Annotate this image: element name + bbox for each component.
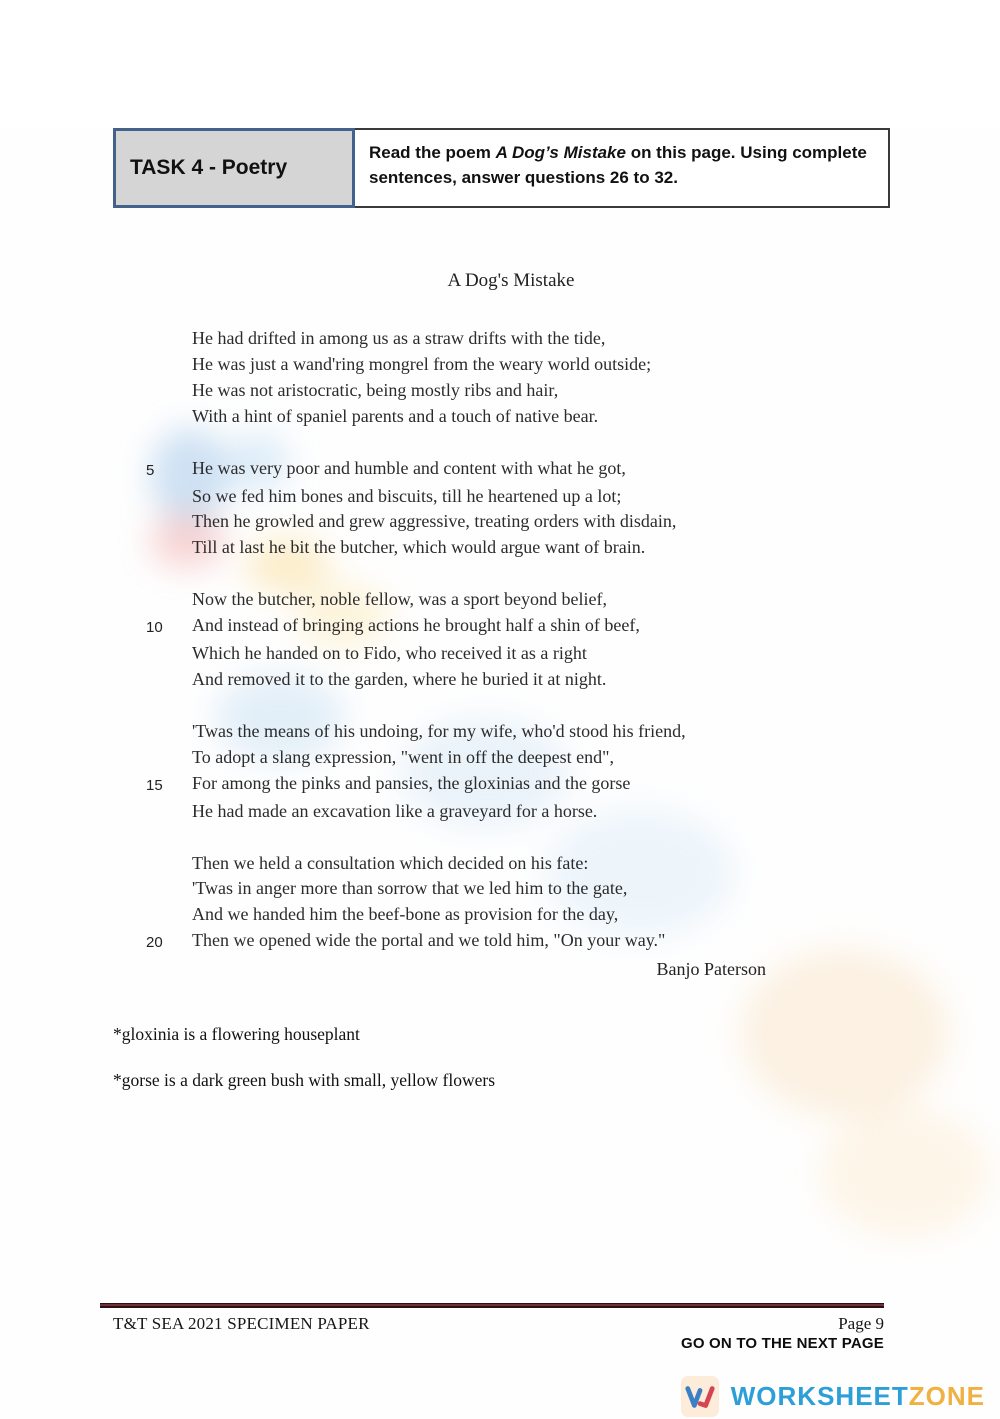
line-number <box>146 719 192 745</box>
line-text: He had drifted in among us as a straw drifts with the tide, <box>192 328 606 348</box>
line-number: 15 <box>146 776 163 794</box>
line-text: 'Twas in anger more than sorrow that we led him to the gate, <box>192 878 628 899</box>
line-number <box>146 352 192 378</box>
poem-line <box>146 456 876 484</box>
line-number <box>146 509 192 535</box>
footnote-gorse: *gorse is a dark green bush with small, yellow flowers <box>113 1070 496 1091</box>
line-number <box>146 745 192 771</box>
line-number <box>146 326 192 352</box>
instruction-suffix: on this page. Using complete sentences, answer questions 26 to 32. <box>369 143 867 187</box>
brand-name-worksheet: WORKSHEET <box>730 1381 909 1411</box>
poem-line <box>146 719 876 745</box>
poem-line <box>146 326 876 352</box>
instruction-prefix: Read the poem <box>369 143 496 162</box>
poem-line <box>146 352 876 378</box>
worksheetzone-logo[interactable] <box>681 1376 985 1417</box>
poem-line <box>146 484 876 510</box>
poem-line <box>146 509 876 535</box>
stanza-3 <box>146 587 876 693</box>
line-number <box>146 484 192 510</box>
poem-line <box>146 771 876 799</box>
stanza-4 <box>146 719 876 825</box>
brand-name-zone: ZONE <box>908 1381 985 1411</box>
line-text: He had made an excavation like a graveyard for a horse. <box>192 800 598 821</box>
line-text: Till at last he bit the butcher, which would argue want of brain. <box>192 537 646 558</box>
poem-line <box>146 745 876 771</box>
poem-line <box>146 851 876 877</box>
line-number: 20 <box>146 934 163 952</box>
watermark-blob <box>820 1108 990 1238</box>
stanza-2 <box>146 456 876 562</box>
poem <box>146 270 876 982</box>
line-number <box>146 641 192 667</box>
line-number <box>146 876 192 902</box>
line-text: For among the pinks and pansies, the gloxinias and the gorse <box>192 772 631 793</box>
line-text: And removed it to the garden, where he buried it at night. <box>192 668 607 689</box>
line-number <box>146 404 192 430</box>
task-label: TASK 4 - Poetry <box>130 156 288 179</box>
poem-line <box>146 404 876 430</box>
line-text: Then we opened wide the portal and we told him, "On your way." <box>192 930 666 951</box>
line-number <box>146 902 192 928</box>
line-text: He was very poor and humble and content with what he got, <box>192 457 626 478</box>
instruction-box <box>355 128 890 208</box>
footnote-gloxinia: *gloxinia is a flowering houseplant <box>113 1024 360 1045</box>
poem-line <box>146 876 876 902</box>
line-text: With a hint of spaniel parents and a touch of native bear. <box>192 405 599 426</box>
poem-line <box>146 799 876 825</box>
page-footer <box>100 1303 884 1352</box>
line-text: Then he growled and grew aggressive, treating orders with disdain, <box>192 511 677 532</box>
poem-line <box>146 613 876 641</box>
worksheetzone-w-icon <box>681 1376 719 1417</box>
poem-line <box>146 587 876 613</box>
w-icon-glyph <box>684 1383 716 1411</box>
brand-name <box>731 1381 985 1412</box>
footnotes <box>113 1024 1000 1091</box>
line-number <box>146 535 192 561</box>
task-banner <box>113 128 890 208</box>
line-number <box>146 851 192 877</box>
poem-line <box>146 902 876 928</box>
line-number <box>146 667 192 693</box>
line-text: To adopt a slang expression, "went in off the deepest end", <box>192 746 614 767</box>
worksheet-page <box>0 128 1000 1419</box>
line-text: He was not aristocratic, being mostly ribs and hair, <box>192 379 559 400</box>
line-text: And we handed him the beef-bone as provision for the day, <box>192 904 619 925</box>
line-text: And instead of bringing actions he brought half a shin of beef, <box>192 615 640 636</box>
line-text: He was just a wand'ring mongrel from the weary world outside; <box>192 353 652 374</box>
footer-rule <box>100 1303 884 1308</box>
poem-author: Banjo Paterson <box>656 959 766 980</box>
line-number <box>146 378 192 404</box>
poem-line <box>146 928 876 956</box>
line-text: Then we held a consultation which decided on his fate: <box>192 852 589 873</box>
line-text: 'Twas the means of his undoing, for my wife, who'd stood his friend, <box>192 720 686 741</box>
line-number: 5 <box>146 461 155 479</box>
line-number: 10 <box>146 619 163 637</box>
line-text: So we fed him bones and biscuits, till he heartened up a lot; <box>192 485 622 506</box>
task-label-box <box>113 128 355 208</box>
line-text: Now the butcher, noble fellow, was a sport beyond belief, <box>192 589 607 610</box>
poem-line <box>146 641 876 667</box>
stanza-5 <box>146 851 876 957</box>
poem-line <box>146 667 876 693</box>
stanza-1 <box>146 326 876 430</box>
poem-line <box>146 378 876 404</box>
poem-line <box>146 535 876 561</box>
line-text: Which he handed on to Fido, who received it as a right <box>192 643 587 664</box>
continuation-notice: GO ON TO THE NEXT PAGE <box>680 1335 884 1352</box>
page-number: Page 9 <box>838 1314 884 1333</box>
line-number <box>146 799 192 825</box>
poem-title: A Dog's Mistake <box>447 270 575 291</box>
instruction-poem-title: A Dog’s Mistake <box>495 143 626 162</box>
line-number <box>146 587 192 613</box>
paper-title: T&T SEA 2021 SPECIMEN PAPER <box>113 1314 370 1333</box>
